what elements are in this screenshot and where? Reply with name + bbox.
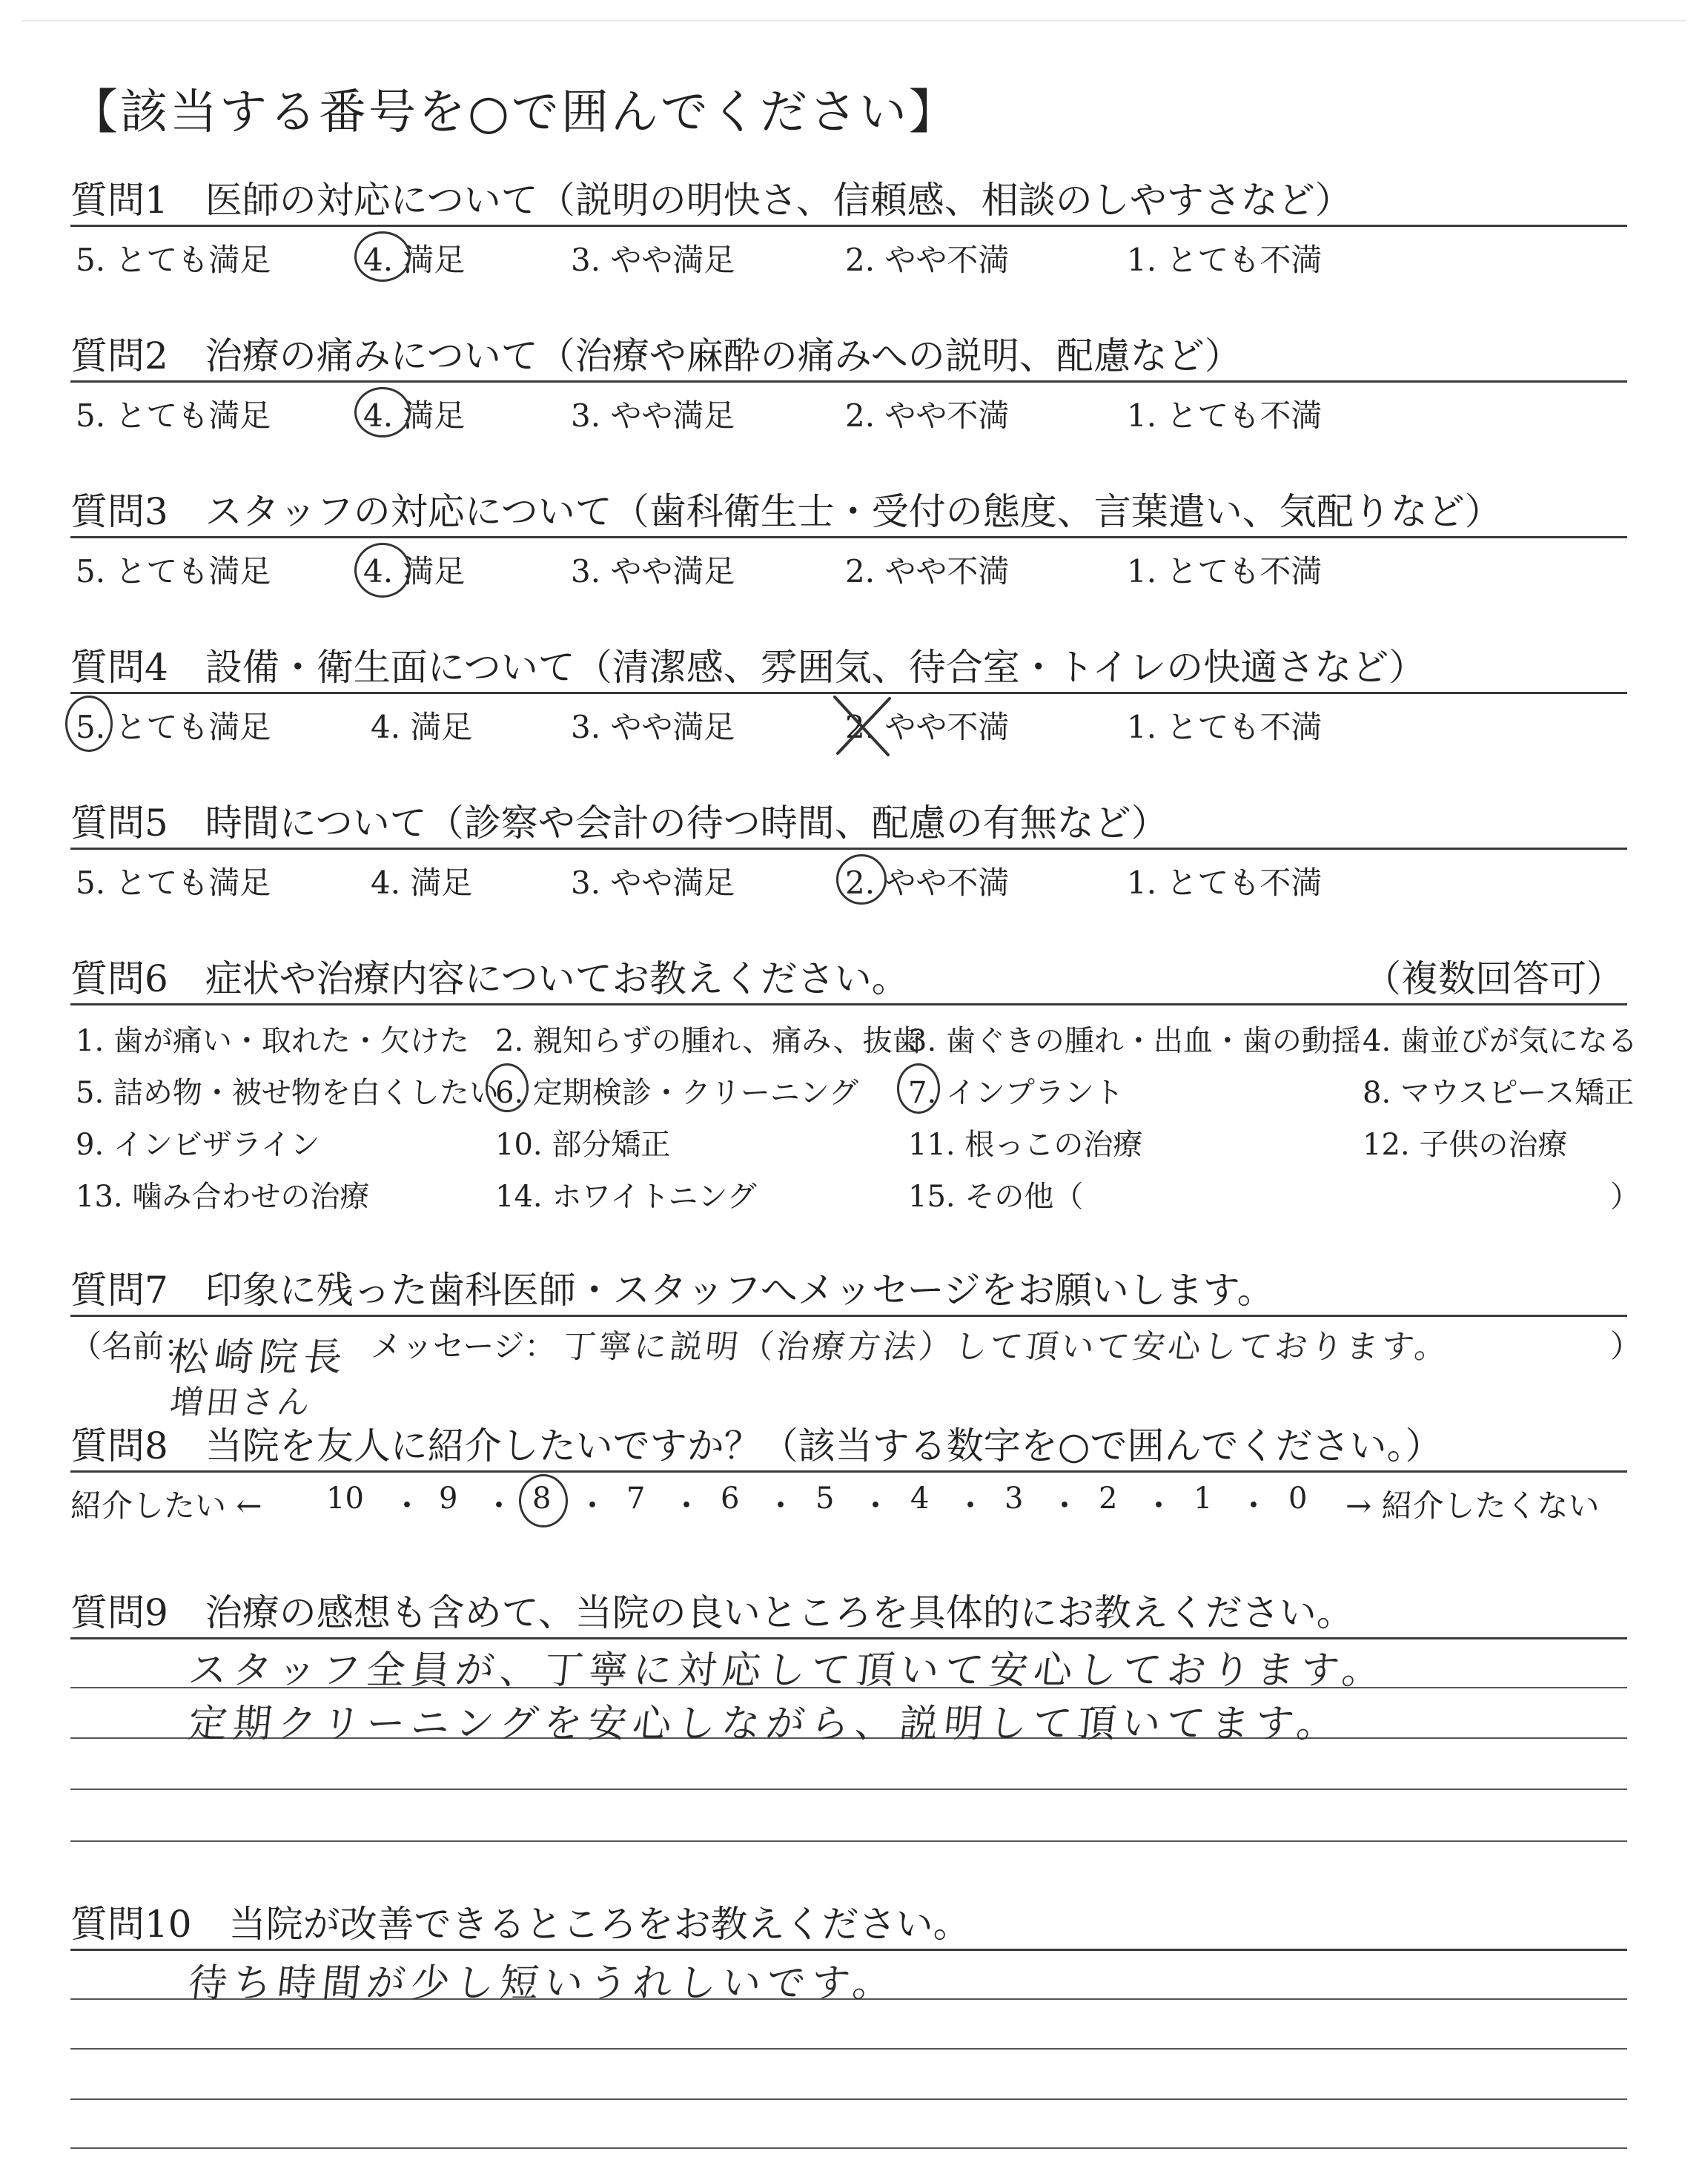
q1-option-4[interactable]: 4. 満足 (363, 242, 466, 278)
q9-title: 質問9 治療の感想も含めて、当院の良いところを具体的にお教えください。 (70, 1591, 1354, 1634)
q5-rule (70, 848, 1627, 850)
q8-scale-4[interactable]: 4 (910, 1482, 930, 1516)
q8-scale-7[interactable]: 7 (626, 1482, 646, 1516)
q1-rule (70, 225, 1627, 227)
q8-title: 質問8 当院を友人に紹介したいですか？（該当する数字を○で囲んでください。） (70, 1424, 1443, 1467)
q1-option-5[interactable]: 5. とても満足 (76, 242, 271, 278)
q6-option-5[interactable]: 5. 詰め物・被せ物を白くしたい (76, 1076, 499, 1110)
q6-other-close-paren: ） (1610, 1180, 1640, 1214)
q8-separator: ・ (671, 1487, 703, 1524)
q6-option-14[interactable]: 14. ホワイトニング (495, 1180, 757, 1214)
q8-separator: ・ (483, 1487, 515, 1524)
q1-title: 質問1 医師の対応について（説明の明快さ、信頼感、相談のしやすさなど） (70, 179, 1352, 222)
q2-option-3[interactable]: 3. やや満足 (571, 397, 735, 434)
q7-message-label: メッセージ： (371, 1328, 556, 1364)
q6-option-1[interactable]: 1. 歯が痛い・取れた・欠けた (76, 1024, 469, 1058)
q6-option-13[interactable]: 13. 噛み合わせの治療 (76, 1180, 370, 1214)
q9-writing-line-4 (70, 1840, 1627, 1842)
q3-title: 質問3 スタッフの対応について（歯科衛生士・受付の態度、言葉遣い、気配りなど） (70, 490, 1502, 533)
q10-writing-line-2 (70, 2048, 1627, 2050)
q3-option-2[interactable]: 2. やや不満 (845, 553, 1010, 589)
q5-option-4[interactable]: 4. 満足 (371, 865, 473, 901)
q10-title: 質問10 当院が改善できるところをお教えください。 (70, 1903, 970, 1946)
q3-rule (70, 536, 1627, 538)
q8-separator: ・ (391, 1487, 423, 1524)
q6-option-9[interactable]: 9. インビザライン (76, 1128, 320, 1162)
q2-option-4[interactable]: 4. 満足 (363, 397, 466, 434)
q2-answer-circle (354, 387, 411, 437)
q6-option-6[interactable]: 6. 定期検診・クリーニング (495, 1076, 859, 1110)
q5-option-5[interactable]: 5. とても満足 (76, 865, 271, 901)
q2-option-2[interactable]: 2. やや不満 (845, 397, 1010, 434)
q9-handwritten-line-2: 定期クリーニングを安心しながら、説明して頂いてます。 (186, 1702, 1344, 1746)
q3-answer-circle (354, 543, 411, 598)
q9-writing-line-3 (70, 1789, 1627, 1790)
q7-handwritten-name-2: 増田さん (168, 1384, 315, 1421)
q7-handwritten-message: 丁寧に説明（治療方法）して頂いて安心しております。 (560, 1328, 1452, 1366)
q4-option-2[interactable]: 2. やや不満 (845, 709, 1010, 745)
q8-answer-circle (519, 1474, 568, 1527)
q6-answer-circle-7 (897, 1063, 940, 1114)
q4-cross-out-mark (829, 691, 896, 761)
q8-rule (70, 1470, 1627, 1473)
q2-title: 質問2 治療の痛みについて（治療や麻酔の痛みへの説明、配慮など） (70, 334, 1242, 377)
q8-scale-8[interactable]: 8 (532, 1482, 552, 1516)
q8-separator: ・ (765, 1487, 797, 1524)
q3-option-3[interactable]: 3. やや満足 (571, 553, 735, 589)
q6-option-12[interactable]: 12. 子供の治療 (1363, 1128, 1568, 1162)
q3-option-4[interactable]: 4. 満足 (363, 553, 466, 589)
q3-option-1[interactable]: 1. とても不満 (1127, 553, 1323, 589)
q8-scale-1[interactable]: 1 (1194, 1482, 1213, 1516)
q6-multi-answer-note: （複数回答可） (1364, 957, 1623, 1000)
q10-writing-line-3 (70, 2098, 1627, 2100)
q2-option-1[interactable]: 1. とても不満 (1127, 397, 1323, 434)
q6-option-11[interactable]: 11. 根っこの治療 (908, 1128, 1143, 1162)
q4-option-3[interactable]: 3. やや満足 (571, 709, 735, 745)
q8-separator: ・ (1238, 1487, 1270, 1524)
q7-rule (70, 1315, 1627, 1317)
q8-separator: ・ (1143, 1487, 1175, 1524)
q4-option-4[interactable]: 4. 満足 (371, 709, 473, 745)
q7-name-label: （名前： (70, 1328, 196, 1364)
q10-handwritten-line-1: 待ち時間が少し短いうれしいです。 (186, 1961, 900, 2006)
q7-handwritten-name-1: 松崎院長 (168, 1335, 351, 1380)
q8-scale-10[interactable]: 10 (326, 1482, 364, 1516)
q8-scale-6[interactable]: 6 (721, 1482, 740, 1516)
q4-answer-circle (65, 696, 113, 752)
q8-scale-3[interactable]: 3 (1004, 1482, 1024, 1516)
q5-title: 質問5 時間について（診察や会計の待つ時間、配慮の有無など） (70, 802, 1168, 845)
q3-option-5[interactable]: 5. とても満足 (76, 553, 271, 589)
q8-separator: ・ (577, 1487, 609, 1524)
q7-close-paren: ） (1610, 1328, 1642, 1364)
q1-option-1[interactable]: 1. とても不満 (1127, 242, 1323, 278)
q6-option-4[interactable]: 4. 歯並びが気になる (1363, 1024, 1638, 1058)
q1-option-3[interactable]: 3. やや満足 (571, 242, 735, 278)
q6-option-15[interactable]: 15. その他（ (908, 1180, 1084, 1214)
q1-option-2[interactable]: 2. やや不満 (845, 242, 1010, 278)
q8-scale-0[interactable]: 0 (1288, 1482, 1308, 1516)
q8-scale-2[interactable]: 2 (1099, 1482, 1118, 1516)
q6-option-7[interactable]: 7. インプラント (908, 1076, 1124, 1110)
scan-edge-line (22, 20, 1687, 22)
q6-option-2[interactable]: 2. 親知らずの腫れ、痛み、抜歯 (495, 1024, 922, 1058)
q4-title: 質問4 設備・衛生面について（清潔感、雰囲気、待合室・トイレの快適さなど） (70, 646, 1426, 689)
q5-option-3[interactable]: 3. やや満足 (571, 865, 735, 901)
q8-separator: ・ (860, 1487, 892, 1524)
q6-option-10[interactable]: 10. 部分矯正 (495, 1128, 671, 1162)
q6-title: 質問6 症状や治療内容についてお教えください。 (70, 957, 909, 1000)
q7-title: 質問7 印象に残った歯科医師・スタッフへメッセージをお願いします。 (70, 1269, 1274, 1312)
q5-option-1[interactable]: 1. とても不満 (1127, 865, 1323, 901)
q4-option-5[interactable]: 5. とても満足 (76, 709, 271, 745)
q2-option-5[interactable]: 5. とても満足 (76, 397, 271, 434)
page-title: 【該当する番号を○で囲んでください】 (70, 85, 959, 140)
q8-scale-5[interactable]: 5 (815, 1482, 835, 1516)
q6-option-3[interactable]: 3. 歯ぐきの腫れ・出血・歯の動揺 (908, 1024, 1361, 1058)
q6-rule (70, 1003, 1627, 1005)
q8-separator: ・ (955, 1487, 987, 1524)
q6-answer-circle-6 (486, 1063, 529, 1112)
q8-right-label: → 紹介したくない (1345, 1487, 1600, 1524)
q10-writing-line-4 (70, 2147, 1627, 2149)
q8-separator: ・ (1049, 1487, 1081, 1524)
q5-option-2[interactable]: 2. やや不満 (845, 865, 1010, 901)
q6-option-8[interactable]: 8. マウスピース矯正 (1363, 1076, 1635, 1110)
q8-left-label: 紹介したい ← (70, 1487, 262, 1524)
q8-scale-9[interactable]: 9 (439, 1482, 458, 1516)
q5-answer-circle (836, 854, 887, 905)
q1-answer-circle (354, 231, 411, 282)
q4-option-1[interactable]: 1. とても不満 (1127, 709, 1323, 745)
q10-rule (70, 1949, 1627, 1951)
q9-handwritten-line-1: スタッフ全員が、丁寧に対応して頂いて安心しております。 (186, 1648, 1389, 1693)
q2-rule (70, 380, 1627, 383)
